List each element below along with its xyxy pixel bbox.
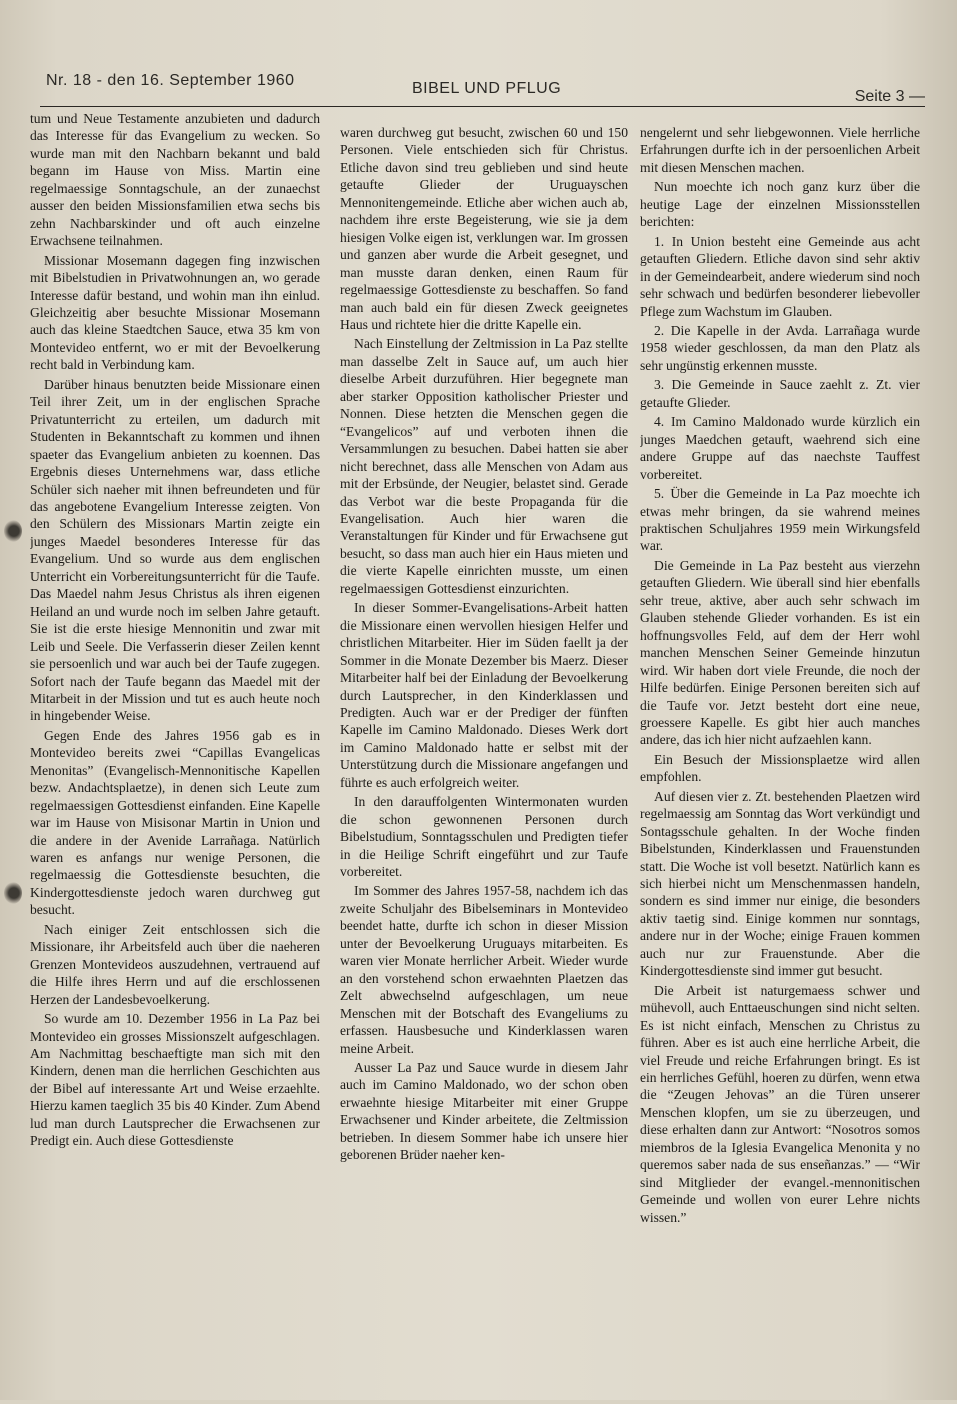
column-1 xyxy=(30,110,320,1390)
article-body xyxy=(30,108,920,1388)
list-item: 1. In Union besteht eine Gemeinde aus acht getauften Gliedern. Etliche davon sind sehr aktiv in der Gemeindearbeit, andere wiederum sind noch sehr schwach und bedürfen besonderer liebevoller Pflege zum Wachstum im Glauben. xyxy=(640,233,920,319)
paragraph: Ein Besuch der Missionsplaetze wird allen empfohlen. xyxy=(640,751,920,785)
column-2 xyxy=(340,124,628,1404)
paragraph: Im Sommer des Jahres 1957-58, nachdem ich das zweite Schuljahr des Bibelseminars in Montevideo beendet hatte, durfte ich schon in dieser Mission unter der Bevoelkerung Uruguays mitarbeiten. Es waren vier Monate herrlicher Arbeit. Wieder wurde an den vorstehend schon erwaehnten Plaetzen das Zelt abwechselnd aufgeschlagen, um neue Menschen mit der Botschaft des Evangeliums zu erfassen. Hausbesuche und Kinderklassen waren meine Arbeit. xyxy=(340,883,628,1056)
paragraph: Nach einiger Zeit entschlossen sich die Missionare, ihr Arbeitsfeld auch über die naeheren Grenzen Montevideos auszudehnen, vertrauend auf die Hilfe ihres Herrn und auf die erschlossenen Herzen der Landesbevoelkerung. xyxy=(30,921,320,1007)
paragraph: Die Arbeit ist naturgemaess schwer und mühevoll, auch Enttaeuschungen sind nicht selten. Es ist nicht einfach, Menschen zu Christus zu führen. Aber es ist auch eine herrliche Arbeit, die viel Freude und reiche Erfahrungen bringt. Es ist ein herrliches Gefühl, hoeren zu dürfen, wenn etwa die “Zeugen Jehovas” an die Türen unserer Menschen klopfen, um sie zu überzeugen, und diese erhalten dann zur Antwort: “Nosotros somos miembros de la Iglesia Evangelica Menonita y no queremos saber nada de sus enseñanzas.” — “Wir sind Mitglieder der evangel.-mennonitischen Gemeinde und wollen von eurer Lehre nichts wissen.” xyxy=(640,982,920,1225)
paragraph: Die Gemeinde in La Paz besteht aus vierzehn getauften Gliedern. Wie überall sind hier ebenfalls sehr treue, aktive, aber auch sehr schwach im Glauben stehende Glieder vorhanden. Es ist ein hoffnungsvolles Feld, auf dem der Herr wohl manchen Menschen Seiner Gemeinde hinzutun wird. Wir haben dort viele Freunde, die noch der Hilfe bedürfen. Einige Personen bereiten sich auf die Taufe vor. Jetzt besteht dort eine neue, groessere Kapelle. Es gibt hier auch manches andere, das ich hier nicht aufzaehlen kann. xyxy=(640,557,920,748)
list-item: 2. Die Kapelle in der Avda. Larrañaga wurde 1958 wieder geschlossen, da man den Platz als sehr ungünstig erkennen musste. xyxy=(640,322,920,373)
paragraph: waren durchweg gut besucht, zwischen 60 und 150 Personen. Viele entschieden sich für Christus. Etliche davon sind treu geblieben und sind heute getaufte Glieder der Uruguayschen Mennonitengemeinde. Etliche aber wichen auch ab, nachdem ihre erste Begeisterung, wie sie ja dem hiesigen Volke eigen ist, verklungen war. Im grossen und ganzen aber wurde die Arbeit gesegnet, und man musste daran denken, einen Raum für regelmaessige Gottesdienste zu beschaffen. So fand man auch bald ein für diesen Zweck geeignetes Haus und richtete hier die dritte Kapelle ein. xyxy=(340,125,628,332)
paragraph: Ausser La Paz und Sauce wurde in diesem Jahr auch im Camino Maldonado, wo der schon oben erwaehnte hiesige Mitarbeiter mit einer Gruppe Erwachsener und Kinder arbeitete, die Zeltmission betrieben. In diesem Sommer habe ich unsere hier geborenen Brüder naeher ken- xyxy=(340,1060,628,1163)
list-item: 5. Über die Gemeinde in La Paz moechte ich etwas mehr bringen, da sie wahrend meines praktischen Schuljahres 1959 mein Wirkungsfeld war. xyxy=(640,486,920,554)
binding-hole xyxy=(4,882,22,904)
paragraph: Auf diesen vier z. Zt. bestehenden Plaetzen wird regelmaessig am Sonntag das Wort verkündigt und Sontagsschule gehalten. In der Woche finden Bibelstunden, Kinderklassen und Frauenstunden statt. Die Woche ist voll besetzt. Natürlich kann es sich hierbei nicht um Menschenmassen handeln, sondern es sind immer nur einige, die besonders aktiv taetig sind. Einige kommen nur sonntags, andere nur in der Woche; einige Frauen kommen auch nur zur Frauenstunde. Aber die Kindergottesdienste sind immer gut besucht. xyxy=(640,788,920,979)
list-item: 3. Die Gemeinde in Sauce zaehlt z. Zt. vier getaufte Glieder. xyxy=(640,377,920,410)
paragraph: Gegen Ende des Jahres 1956 gab es in Montevideo bereits zwei “Capillas Evangelicas Menonitas” (Evangelisch-Mennonitische Kapellen bezw. Andachtsplaetze), in denen sich Leute zum regelmaessigen Gottesdienst einfanden. Eine Kapelle war im Hause von Misisonar Martin in Union und die andere in der Avenide Larrañaga. Natürlich waren es anfangs nur wenige Personen, die regelmaessig die Gottesdienste besuchten, die Kindergottesdienste jedoch waren durchweg gut besucht. xyxy=(30,727,320,918)
page-header xyxy=(40,66,925,107)
paragraph: Nun moechte ich noch ganz kurz über die heutige Lage der einzelnen Missionsstellen berichten: xyxy=(640,179,920,230)
page-number: Seite 3 — xyxy=(854,88,925,105)
paragraph: So wurde am 10. Dezember 1956 in La Paz bei Montevideo ein grosses Missionszelt aufgeschlagen. Am Nachmittag beschaeftigte man sich mit den Kindern, denen man die herrlichen Geschichten aus der Bibel auf interessante Art und Weise erzaehlte. Hierzu kamen taeglich 35 bis 40 Kinder. Zum Abend lud man durch Lautsprecher die Erwachsenen zur Predigt ein. Auch diese Gottesdienste xyxy=(30,1011,320,1149)
column-3 xyxy=(640,124,920,1404)
paragraph: Missionar Mosemann dagegen fing inzwischen mit Bibelstudien in Privatwohnungen an, wo gerade Interesse dafür bestand, und wohin man ihn einlud. Gleichzeitig aber besuchte Missionar Mosemann auch das kleine Staedtchen Sauce, etwa 35 km von Montevideo entfernt, wo er mit der Bevoelkerung recht bald in Verbindung kam. xyxy=(30,252,320,373)
issue-date: Nr. 18 - den 16. September 1960 xyxy=(46,72,295,89)
paragraph: tum und Neue Testamente anzubieten und dadurch das Interesse für das Evangelium zu wecken. So wurde man mit den Nachbarn bekannt und bald begann im Hause von Miss. Martin eine regelmaessige Sonntagschule, an der zunaechst ausser den beiden Missionsfamilien etwa sechs bis zehn Nachbarskinder und oft auch einzelne Erwachsene teilnahmen. xyxy=(30,111,320,249)
newspaper-title: BIBEL UND PFLUG xyxy=(412,80,562,97)
paragraph: In den darauffolgenten Wintermonaten wurden die schon gewonnenen Personen durch Bibelstudium, Sonntagsschulen und Predigten tiefer in die Heilige Schrift eingeführt und zur Taufe vorbereitet. xyxy=(340,794,628,880)
paragraph: In dieser Sommer-Evangelisations-Arbeit hatten die Missionare einen wervollen hiesigen Helfer und christlichen Mitarbeiter. Hier im Süden faellt ja der Sommer in die Monate Dezember bis Maerz. Dieser Mitarbeiter half bei der Einladung der Bevoelkerung durch Lautsprecher, in den Kinderklassen und Predigten. Auch war er der Prediger der fünften Kapelle im Camino Maldonado. Dieses Werk dort im Camino Maldonado hatte er selbst mit der Unterstützung durch die Missionare angefangen und führte es auch erfolgreich weiter. xyxy=(340,600,628,790)
binding-hole xyxy=(4,520,22,542)
paragraph: Nach Einstellung der Zeltmission in La Paz stellte man dasselbe Zelt in Sauce auf, um auch hier dieselbe Arbeit durzuführen. Hier begegnete man aber starker Opposition katholischer Priester und Nonnen. Diese hetzten die Menschen gegen die “Evangelicos” auf und verboten ihnen die Versammlungen zu besuchen. Dabei hatten sie aber nicht berechnet, dass alle Menschen von Adam aus mit der Erbsünde, der Neugier, belastet sind. Gerade das Verbot war die beste Propaganda für die Evangelisation. Auch hier waren die Veranstaltungen für Kinder und für Erwachsene gut besucht, so dass man auch hier ein Haus mieten und die vierte Kapelle einrichten musste, um einen regelmaessigen Gottesdienst einzurichten. xyxy=(340,336,628,596)
paragraph: Darüber hinaus benutzten beide Missionare einen Teil ihrer Zeit, um in der englischen Sprache Privatunterricht zu erteilen, um dadurch mit Studenten in Bekanntschaft zu kommen und ihnen spaeter das Evangelium anbieten zu koennen. Das Ergebnis dieses Unternehmens war, dass etliche Schüler sich naeher mit ihnen befreundeten und für das angebotene Evangelium Interesse zeigten. Von den Schülern des Missionars Martin zeigte ein junges Maedel besonderes Interesse für das Evangelium. Und so wurde aus dem englischen Unterricht ein Vorbereitungsunterricht für die Taufe. Das Maedel nahm Jesus Christus als ihren eigenen Heiland an und wurde noch im selben Jahre getauft. Sie ist die erste hiesige Mennonitin und zwar mit Leib und Seele. Die Verfasserin dieser Zeilen kennt sie persoenlich und war auch bei der Taufe zugegen. Sofort nach der Taufe begann das Maedel mit der Mitarbeit in der Mission und tut es auch heute noch in hingebender Weise. xyxy=(30,376,320,724)
list-item: 4. Im Camino Maldonado wurde kürzlich ein junges Maedchen getauft, waehrend sich eine andere Gruppe auf das naechste Tauffest vorbereitet. xyxy=(640,414,920,482)
paragraph: nengelernt und sehr liebgewonnen. Viele herrliche Erfahrungen durfte ich in der persoenlichen Arbeit mit diesen Menschen machen. xyxy=(640,125,920,175)
